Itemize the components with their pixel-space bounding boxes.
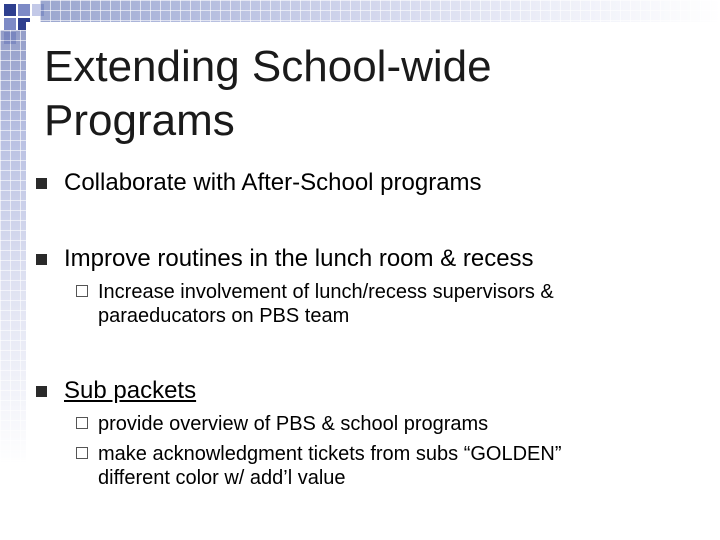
bullet-list: [36, 168, 696, 490]
sub-bullet-item: [36, 412, 696, 436]
bullet-item: [36, 244, 696, 274]
slide-title: [44, 40, 644, 148]
sub-bullet-item: [36, 280, 696, 328]
sub-bullet-line: Increase involvement of lunch/recess supervisors &: [98, 281, 554, 303]
sub-bullet-line: provide overview of PBS & school programs: [98, 413, 489, 435]
bullet-text: Improve routines in the lunch room & recess: [64, 245, 534, 272]
bullet-item: [36, 168, 696, 198]
title-line-2: Programs: [44, 96, 235, 145]
bullet-text: Sub packets: [64, 377, 197, 404]
checkbox-bullet-icon: [76, 417, 88, 429]
square-bullet-icon: [36, 178, 47, 189]
sub-bullet-line: paraeducators on PBS team: [98, 305, 350, 327]
square-bullet-icon: [36, 254, 47, 265]
checkbox-bullet-icon: [76, 285, 88, 297]
title-line-1: Extending School-wide: [44, 42, 492, 91]
bullet-item: [36, 376, 696, 406]
sub-bullet-line: make acknowledgment tickets from subs “GOLDEN”: [98, 443, 562, 465]
sub-bullet-item: [36, 442, 696, 490]
sub-bullet-line: different color w/ add’l value: [98, 467, 346, 489]
checkbox-bullet-icon: [76, 447, 88, 459]
bullet-text: Collaborate with After-School programs: [64, 169, 482, 196]
square-bullet-icon: [36, 386, 47, 397]
